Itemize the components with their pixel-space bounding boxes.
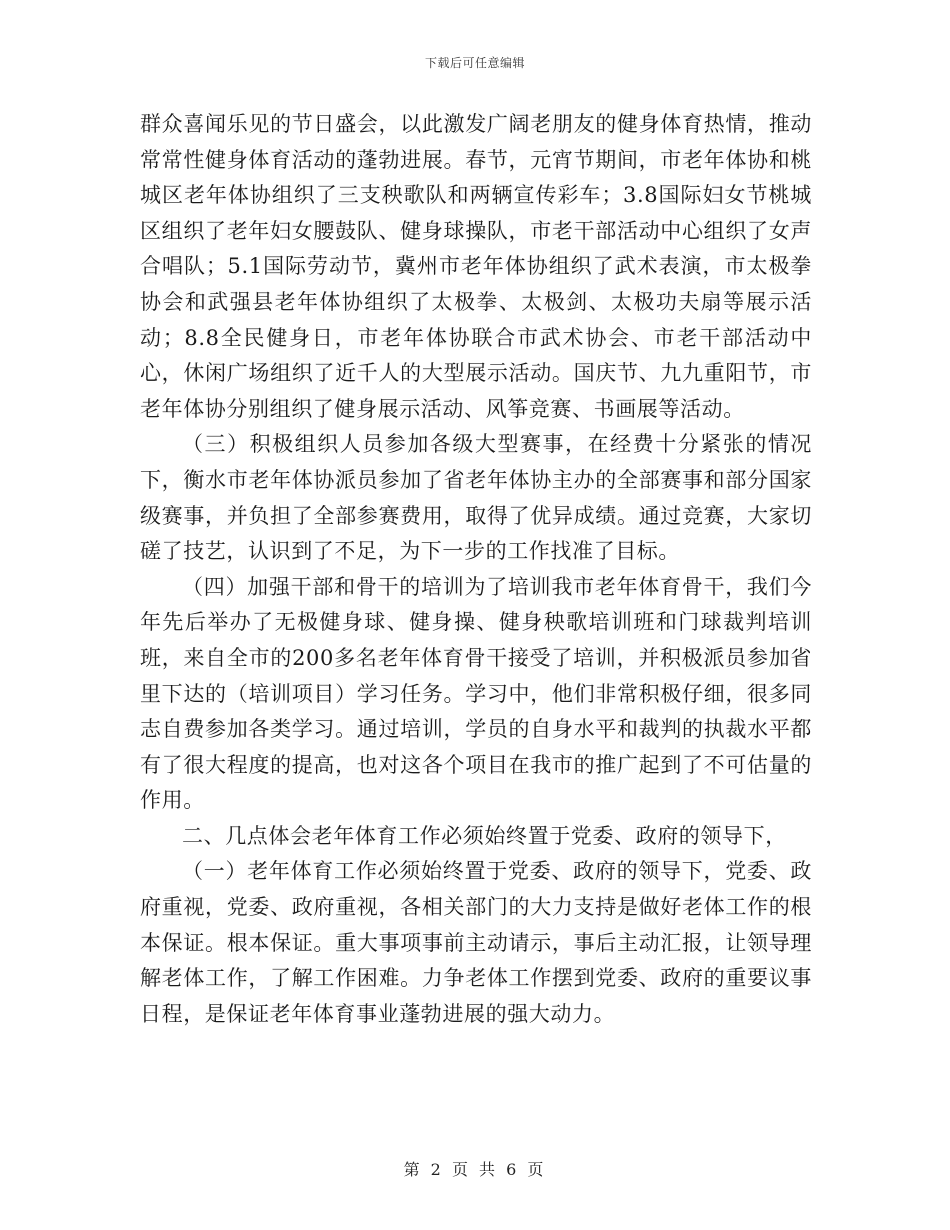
page-header: 下载后可任意编辑 [424,56,525,70]
paragraph-part-2-item-1: （一）老年体育工作必须始终置于党委、政府的领导下，党委、政府重视，党委、政府重视，各相关部门的大力支持是做好老体工作的根本保证。根本保证。重大事项事前主动请示，事后主动汇报，让领导理解老体工作，了解工作困难。力争老体工作摆到党委、政府的重要议事日程，是保证老年体育事业蓬勃进展的强大动力。 [140,859,812,1026]
paragraph-section-4: （四）加强干部和骨干的培训为了培训我市老年体育骨干，我们今年先后举办了无极健身球、健身操、健身秧歌培训班和门球裁判培训班，来自全市的200多名老年体育骨干接受了培训，并积极派员参加省里下达的（培训项目）学习任务。学习中，他们非常积极仔细，很多同志自费参加各类学习。通过培训，学员的自身水平和裁判的执裁水平都有了很大程度的提高，也对这各个项目在我市的推广起到了不可估量的作用。 [140,574,812,813]
paragraph-continued: 群众喜闻乐见的节日盛会，以此激发广阔老朋友的健身体育热情，推动常常性健身体育活动的蓬勃进展。春节，元宵节期间，市老年体协和桃城区老年体协组织了三支秧歌队和两辆宣传彩车；3.8国际妇女节桃城区组织了老年妇女腰鼓队、健身球操队，市老干部活动中心组织了女声合唱队；5.1国际劳动节，冀州市老年体协组织了武术表演，市太极拳协会和武强县老年体协组织了太极拳、太极剑、太极功夫扇等展示活动；8.8全民健身日，市老年体协联合市武术协会、市老干部活动中心，休闲广场组织了近千人的大型展示活动。国庆节、九九重阳节，市老年体协分别组织了健身展示活动、风筝竞赛、书画展等活动。 [140,112,812,421]
document-body [140,107,812,1032]
page-number: 第 2 页 共 6 页 [403,1160,547,1179]
heading-part-2: 二、几点体会老年体育工作必须始终置于党委、政府的领导下， [182,823,787,848]
paragraph-section-3: （三）积极组织人员参加各级大型赛事，在经费十分紧张的情况下，衡水市老年体协派员参加了省老年体协主办的全部赛事和部分国家级赛事，并负担了全部参赛费用，取得了优异成绩。通过竞赛，大家切磋了技艺，认识到了不足，为下一步的工作找准了目标。 [140,432,812,564]
